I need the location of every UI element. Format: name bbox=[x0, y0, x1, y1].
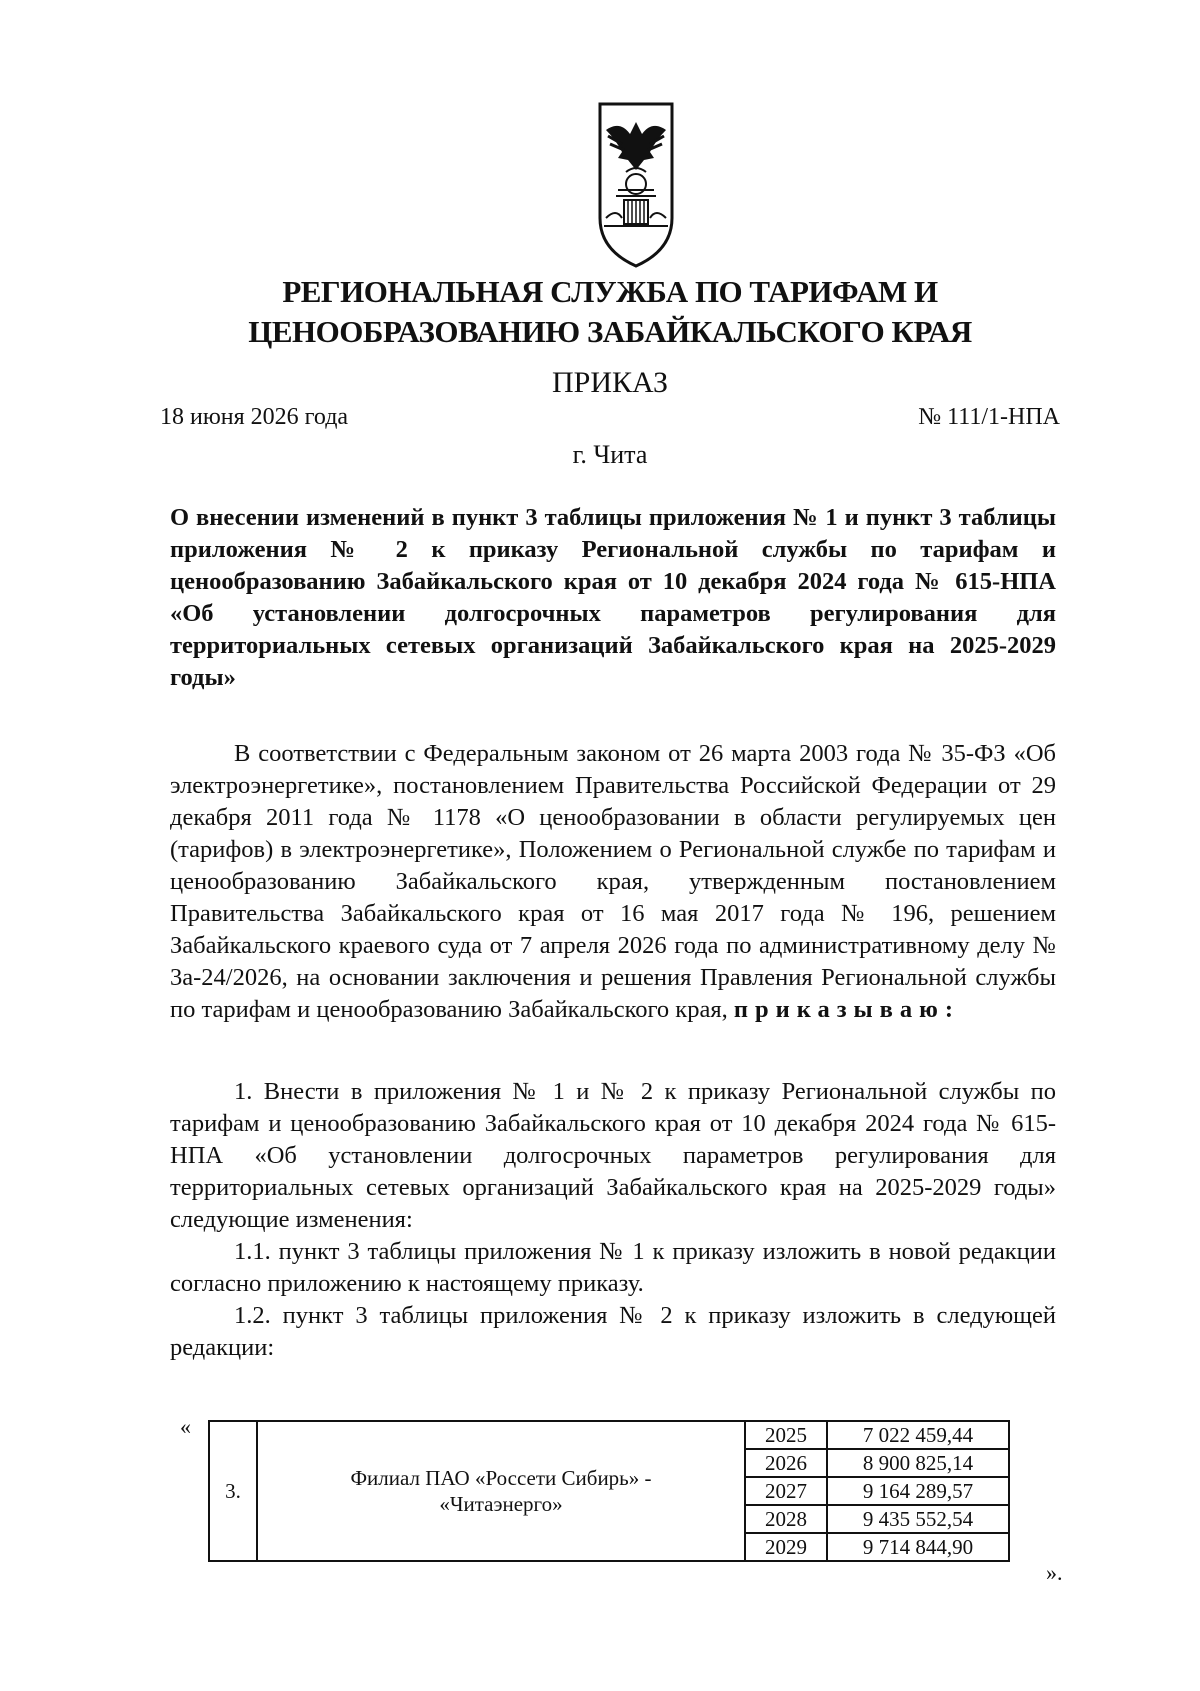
preamble-paragraph bbox=[170, 738, 1056, 1026]
item-1-text: 1. Внести в приложения № 1 и № 2 к приказу Региональной службы по тарифам и ценообразованию Забайкальского края от 10 декабря 2024 года № 615-НПА «Об установлении долгосрочных параметров регулирования для территориальных сетевых организаций Забайкальского края на 2025-2029 годы» следующие изменения: bbox=[170, 1078, 1056, 1233]
org-name-line-1: РЕГИОНАЛЬНАЯ СЛУЖБА ПО ТАРИФАМ И bbox=[282, 274, 938, 309]
item-1-1-text: 1.1. пункт 3 таблицы приложения № 1 к приказу изложить в новой редакции согласно приложению к настоящему приказу. bbox=[170, 1238, 1056, 1297]
table-row bbox=[209, 1421, 1009, 1449]
document-date: 18 июня 2026 года bbox=[160, 404, 349, 430]
year-cell: 2029 bbox=[745, 1533, 827, 1561]
row-number-cell: 3. bbox=[209, 1421, 257, 1561]
value-cell: 8 900 825,14 bbox=[827, 1449, 1009, 1477]
year-cell: 2028 bbox=[745, 1505, 827, 1533]
organization-cell bbox=[257, 1421, 745, 1561]
document-title: О внесении изменений в пункт 3 таблицы приложения № 1 и пункт 3 таблицы приложения № 2 к приказу Региональной службы по тарифам и ценообразованию Забайкальского края от 10 декабря 2024 года № 615-НПА «Об установлении долгосрочных параметров регулирования для территориальных сетевых организаций Забайкальского края на 2025-2029 годы» bbox=[170, 504, 1056, 691]
organization-cell-line-2: «Читаэнерго» bbox=[439, 1492, 563, 1516]
item-1-paragraph bbox=[170, 1076, 1056, 1236]
preamble-text: В соответствии с Федеральным законом от 26 марта 2003 года № 35-ФЗ «Об электроэнергетике», постановлением Правительства Российской Федерации от 29 декабря 2011 года № 1178 «О ценообразовании в области регулируемых цен (тарифов) в электроэнергетике», Положением о Региональной службе по тарифам и ценообразованию Забайкальского края, утвержденным постановлением Правительства Забайкальского края от 16 мая 2017 года № 196, решением Забайкальского краевого суда от 7 апреля 2026 года по административному делу № 3а-24/2026, на основании заключения и решения Правления Региональной службы по тарифам и ценообразованию Забайкальского края, bbox=[170, 740, 1056, 1023]
org-name-line-2: ЦЕНООБРАЗОВАНИЮ ЗАБАЙКАЛЬСКОГО КРАЯ bbox=[248, 314, 972, 349]
order-word: приказываю: bbox=[733, 996, 961, 1023]
document-type: ПРИКАЗ bbox=[552, 366, 668, 399]
organization-name bbox=[160, 272, 1060, 352]
value-cell: 7 022 459,44 bbox=[827, 1421, 1009, 1449]
closing-quote: ». bbox=[1046, 1560, 1063, 1585]
item-1-2-text: 1.2. пункт 3 таблицы приложения № 2 к приказу изложить в следующей редакции: bbox=[170, 1302, 1056, 1361]
coat-of-arms-emblem bbox=[596, 100, 676, 270]
value-cell: 9 435 552,54 bbox=[827, 1505, 1009, 1533]
tariff-table bbox=[208, 1420, 1010, 1562]
year-cell: 2025 bbox=[745, 1421, 827, 1449]
organization-cell-line-1: Филиал ПАО «Россети Сибирь» - bbox=[350, 1466, 652, 1490]
document-city: г. Чита bbox=[572, 440, 648, 469]
opening-quote: « bbox=[180, 1414, 191, 1439]
document-number: № 111/1-НПА bbox=[918, 404, 1060, 430]
value-cell: 9 714 844,90 bbox=[827, 1533, 1009, 1561]
year-cell: 2026 bbox=[745, 1449, 827, 1477]
item-1-2-paragraph bbox=[170, 1300, 1056, 1364]
value-cell: 9 164 289,57 bbox=[827, 1477, 1009, 1505]
tariff-table-block bbox=[170, 1412, 1130, 1592]
item-1-1-paragraph bbox=[170, 1236, 1056, 1300]
year-cell: 2027 bbox=[745, 1477, 827, 1505]
